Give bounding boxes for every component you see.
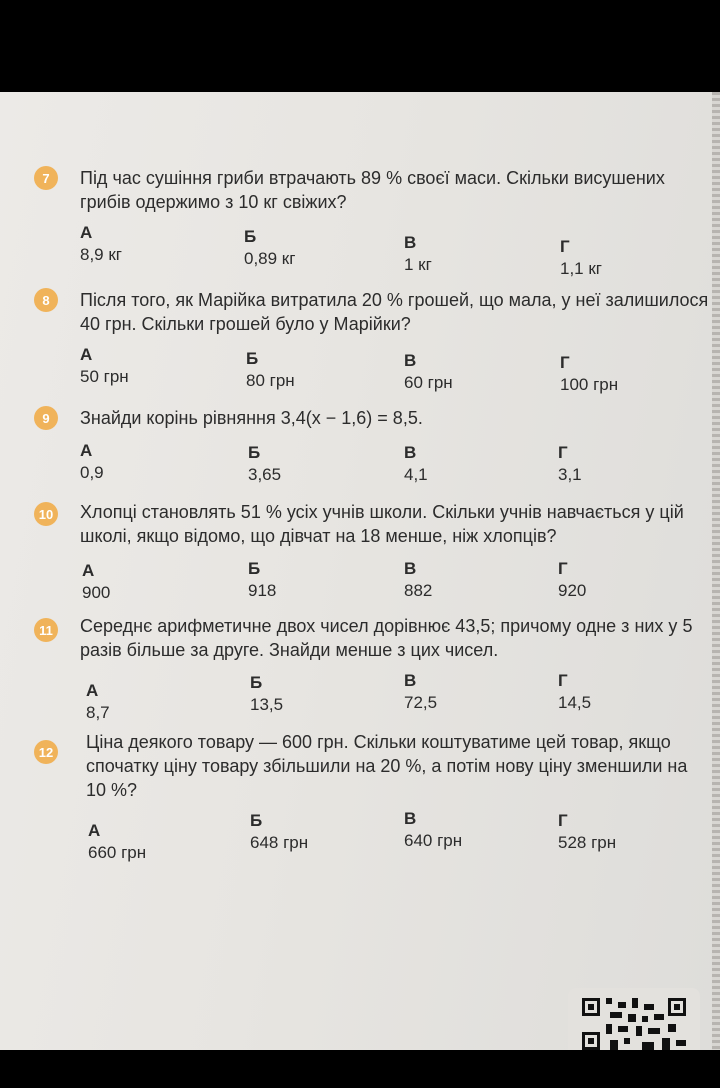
option-value: 60 грн xyxy=(404,373,453,392)
option-value: 900 xyxy=(82,583,111,602)
option-c xyxy=(404,350,453,394)
option-letter: В xyxy=(404,233,417,252)
option-c xyxy=(404,442,428,486)
option-b xyxy=(248,558,276,602)
problem-number-badge: 7 xyxy=(34,166,58,190)
problem-number-badge: 8 xyxy=(34,288,58,312)
option-letter: Б xyxy=(250,811,263,830)
option-value: 648 грн xyxy=(250,833,309,852)
problem-text: Хлопці становлять 51 % усіх учнів школи. Скільки учнів навчається у цій школі, якщо відомо, що дівчат на 18 менше, ніж хлопців? xyxy=(80,502,684,546)
option-letter: Г xyxy=(558,559,568,578)
option-b xyxy=(246,348,295,392)
page-edge xyxy=(712,92,720,1050)
option-letter: А xyxy=(86,681,99,700)
problem-text: Ціна деякого товару — 600 грн. Скільки коштуватиме цей товар, якщо спочатку ціну товару збільшили на 20 %, а потім нову ціну зменшили на 10 %? xyxy=(86,732,688,800)
option-a xyxy=(80,344,129,388)
option-value: 1,1 кг xyxy=(560,259,602,278)
option-d xyxy=(558,670,591,714)
option-letter: Г xyxy=(560,353,570,372)
option-letter: А xyxy=(80,223,93,242)
option-letter: Г xyxy=(558,811,568,830)
option-value: 920 xyxy=(558,581,587,600)
option-c xyxy=(404,808,462,852)
problem-number-badge: 12 xyxy=(34,740,58,764)
option-value: 100 грн xyxy=(560,375,619,394)
problem-text: Знайди корінь рівняння 3,4(x − 1,6) = 8,5. xyxy=(80,408,423,428)
option-value: 1 кг xyxy=(404,255,432,274)
option-value: 0,9 xyxy=(80,463,104,482)
option-value: 14,5 xyxy=(558,693,592,712)
option-letter: А xyxy=(82,561,95,580)
option-letter: Г xyxy=(560,237,570,256)
option-letter: А xyxy=(80,441,93,460)
option-value: 528 грн xyxy=(558,833,617,852)
option-b xyxy=(244,226,295,270)
problem-number-badge: 9 xyxy=(34,406,58,430)
option-value: 4,1 xyxy=(404,465,428,484)
option-a xyxy=(86,680,110,724)
option-letter: Г xyxy=(558,671,568,690)
option-value: 0,89 кг xyxy=(244,249,296,268)
problem-text: Під час сушіння гриби втрачають 89 % своєї маси. Скільки висушених грибів одержимо з 10 кг свіжих? xyxy=(80,168,665,212)
option-c xyxy=(404,670,437,714)
option-letter: Б xyxy=(248,443,261,462)
option-value: 13,5 xyxy=(250,695,284,714)
problem-text: Середнє арифметичне двох чисел дорівнює 43,5; причому одне з них у 5 разів більше за друге. Знайди менше з цих чисел. xyxy=(80,616,693,660)
option-d xyxy=(558,810,616,854)
option-letter: А xyxy=(88,821,101,840)
option-value: 8,9 кг xyxy=(80,245,122,264)
option-letter: В xyxy=(404,809,417,828)
option-letter: А xyxy=(80,345,93,364)
option-value: 3,1 xyxy=(558,465,582,484)
option-a xyxy=(88,820,146,864)
option-letter: Б xyxy=(246,349,259,368)
option-a xyxy=(82,560,110,604)
option-letter: Б xyxy=(250,673,263,692)
option-c xyxy=(404,232,432,276)
option-value: 660 грн xyxy=(88,843,147,862)
option-value: 80 грн xyxy=(246,371,295,390)
option-value: 50 грн xyxy=(80,367,129,386)
option-c xyxy=(404,558,432,602)
option-letter: Б xyxy=(248,559,261,578)
option-value: 918 xyxy=(248,581,277,600)
problem-text: Після того, як Марійка витратила 20 % грошей, що мала, у неї залишилося 40 грн. Скільки грошей було у Марійки? xyxy=(80,290,709,334)
option-value: 72,5 xyxy=(404,693,438,712)
option-a xyxy=(80,222,122,266)
qr-code-card xyxy=(568,988,700,1050)
problem-number-badge: 10 xyxy=(34,502,58,526)
option-value: 3,65 xyxy=(248,465,282,484)
option-b xyxy=(248,442,281,486)
option-letter: Б xyxy=(244,227,257,246)
option-d xyxy=(558,442,582,486)
option-d xyxy=(558,558,586,602)
option-b xyxy=(250,672,283,716)
option-letter: В xyxy=(404,351,417,370)
qr-code-icon xyxy=(582,998,686,1050)
option-letter: В xyxy=(404,671,417,690)
option-value: 8,7 xyxy=(86,703,110,722)
option-a xyxy=(80,440,104,484)
option-d xyxy=(560,236,602,280)
option-letter: В xyxy=(404,443,417,462)
option-b xyxy=(250,810,308,854)
option-d xyxy=(560,352,618,396)
option-value: 882 xyxy=(404,581,433,600)
option-value: 640 грн xyxy=(404,831,463,850)
problem-number-badge: 11 xyxy=(34,618,58,642)
option-letter: Г xyxy=(558,443,568,462)
option-letter: В xyxy=(404,559,417,578)
